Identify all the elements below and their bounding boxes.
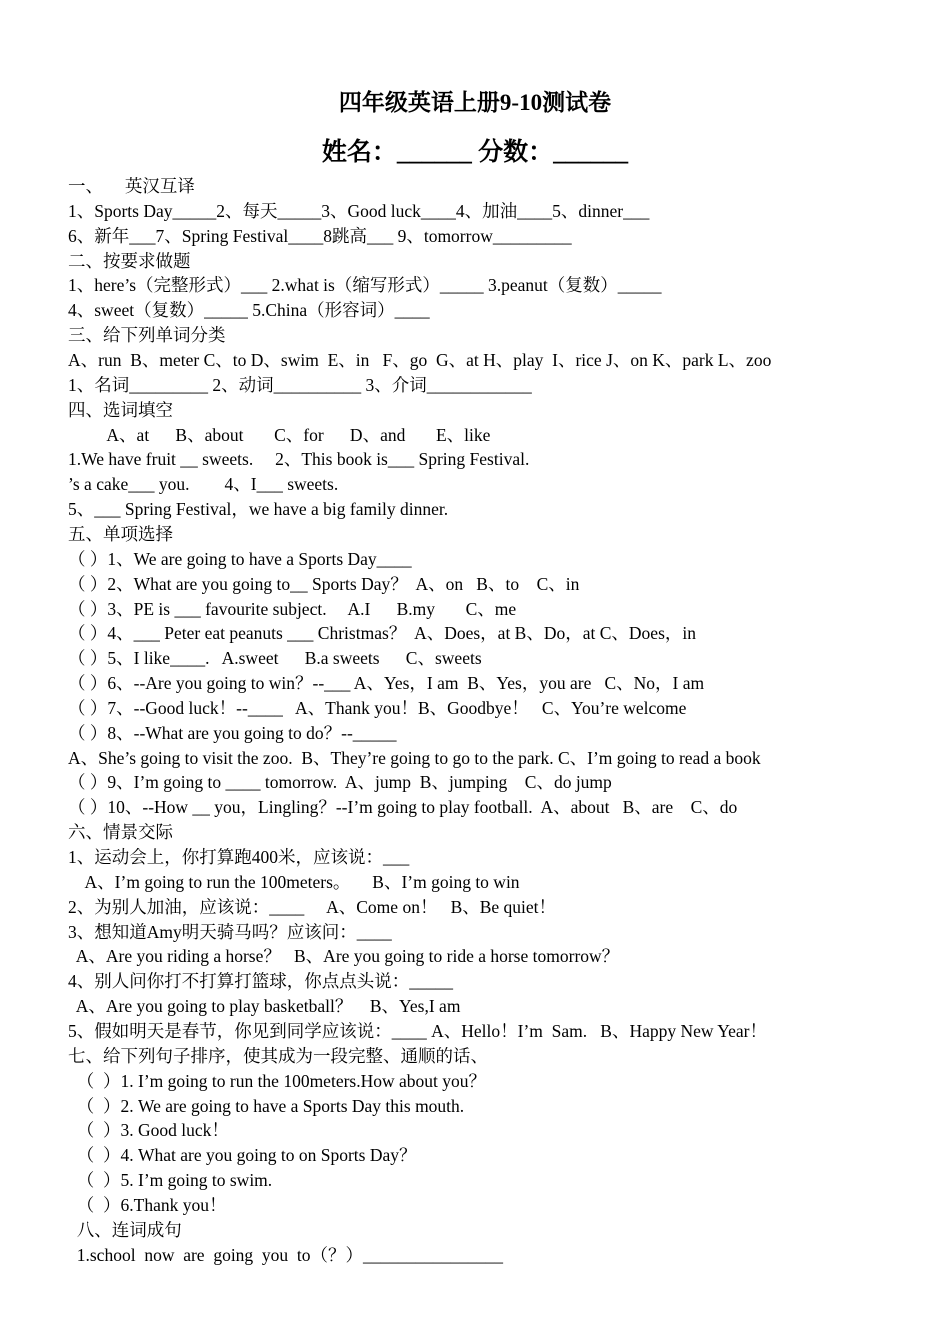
exam-line: （ ）4. What are you going to on Sports Day？	[68, 1145, 417, 1166]
exam-line: （ ）10、--How __ you，Lingling？--I’m going to play football. A、about B、are C、do	[68, 797, 738, 818]
exam-line: 4、别人问你打不打算打篮球，你点点头说：_____	[68, 971, 453, 992]
exam-line: （ ）6、--Are you going to win？--___ A、Yes，I am B、Yes，you are C、No，I am	[68, 673, 705, 693]
exam-line: A、I’m going to run the 100meters。 B、I’m going to win	[68, 871, 520, 892]
exam-line: 五、单项选择	[68, 523, 173, 544]
exam-line: （ ）5、I like____. A.sweet B.a sweets C、sweets	[68, 648, 482, 669]
exam-line: 六、情景交际	[68, 822, 173, 843]
exam-line: ’s a cake___ you. 4、I___ sweets.	[68, 474, 339, 495]
exam-line: 6、新年___7、Spring Festival____8跳高___ 9、tomorrow_________	[68, 225, 572, 246]
exam-line: A、run B、meter C、to D、swim E、in F、go G、at H、play I、rice J、on K、park L、zoo	[68, 350, 772, 370]
exam-line: （ ）4、___ Peter eat peanuts ___ Christmas？ A、Does，at B、Do，at C、Does，in	[68, 623, 696, 644]
exam-line: （ ）6.Thank you！	[68, 1194, 227, 1215]
exam-line: 2、为别人加油，应该说：____ A、Come on！ B、Be quiet！	[68, 896, 557, 917]
exam-line: 四、选词填空	[68, 399, 173, 420]
exam-line: （ ）2、What are you going to__ Sports Day？ A、on B、to C、in	[68, 573, 580, 594]
exam-line: 1、运动会上，你打算跑400米，应该说：___	[68, 847, 410, 867]
exam-line: （ ）1、We are going to have a Sports Day____	[68, 548, 412, 569]
exam-line: （ ）3. Good luck！	[68, 1120, 229, 1141]
exam-line: A、at B、about C、for D、and E、like	[68, 424, 491, 445]
exam-line: 1.school now are going you to（？）________________	[68, 1244, 504, 1265]
exam-line: 七、给下列句子排序，使其成为一段完整、通顺的话、	[68, 1045, 488, 1066]
exam-line: A、Are you going to play basketball？ B、Yes,I am	[68, 996, 461, 1017]
exam-line: （ ）5. I’m going to swim.	[68, 1170, 273, 1190]
exam-line: （ ）7、--Good luck！--____ A、Thank you！B、Goodbye！ C、You’re welcome	[68, 697, 687, 718]
exam-line: （ ）9、I’m going to ____ tomorrow. A、jump B、jumping C、do jump	[68, 772, 612, 793]
exam-line: A、She’s going to visit the zoo. B、They’re going to go to the park. C、I’m going to read a book	[68, 747, 761, 768]
exam-line: （ ）3、PE is ___ favourite subject. A.I B.my C、me	[68, 598, 517, 619]
exam-line: 三、给下列单词分类	[68, 325, 226, 346]
exam-line: 1、名词_________ 2、动词__________ 3、介词____________	[68, 374, 532, 395]
exam-line: 一、 英汉互译	[68, 176, 195, 196]
exam-line: A、Are you riding a horse？ B、Are you going to ride a horse tomorrow？	[68, 946, 620, 967]
exam-line: 八、连词成句	[68, 1219, 182, 1240]
name-score-line: 姓名：______ 分数：______	[321, 139, 629, 166]
exam-line: 5、假如明天是春节，你见到同学应该说：____ A、Hello！I’m Sam. B、Happy New Year！	[68, 1020, 767, 1041]
exam-title: 四年级英语上册9-10测试卷	[338, 90, 612, 115]
exam-line: （ ）2. We are going to have a Sports Day this mouth.	[68, 1095, 465, 1116]
exam-line: 1、here’s（完整形式）___ 2.what is（缩写形式）_____ 3.peanut（复数）_____	[68, 275, 662, 296]
exam-line: 二、按要求做题	[68, 250, 191, 271]
exam-line: 3、想知道Amy明天骑马吗？应该问：____	[68, 921, 392, 942]
exam-line: （ ）8、--What are you going to do？--_____	[68, 722, 397, 743]
exam-line: 1.We have fruit __ sweets. 2、This book is___ Spring Festival.	[68, 449, 530, 470]
exam-line: 1、Sports Day_____2、每天_____3、Good luck____4、加油____5、dinner___	[68, 200, 650, 221]
exam-line: （ ）1. I’m going to run the 100meters.How about you？	[68, 1070, 487, 1091]
exam-line: 4、sweet（复数）_____ 5.China（形容词）____	[68, 300, 430, 321]
exam-line: 5、___ Spring Festival，we have a big family dinner.	[68, 499, 449, 520]
